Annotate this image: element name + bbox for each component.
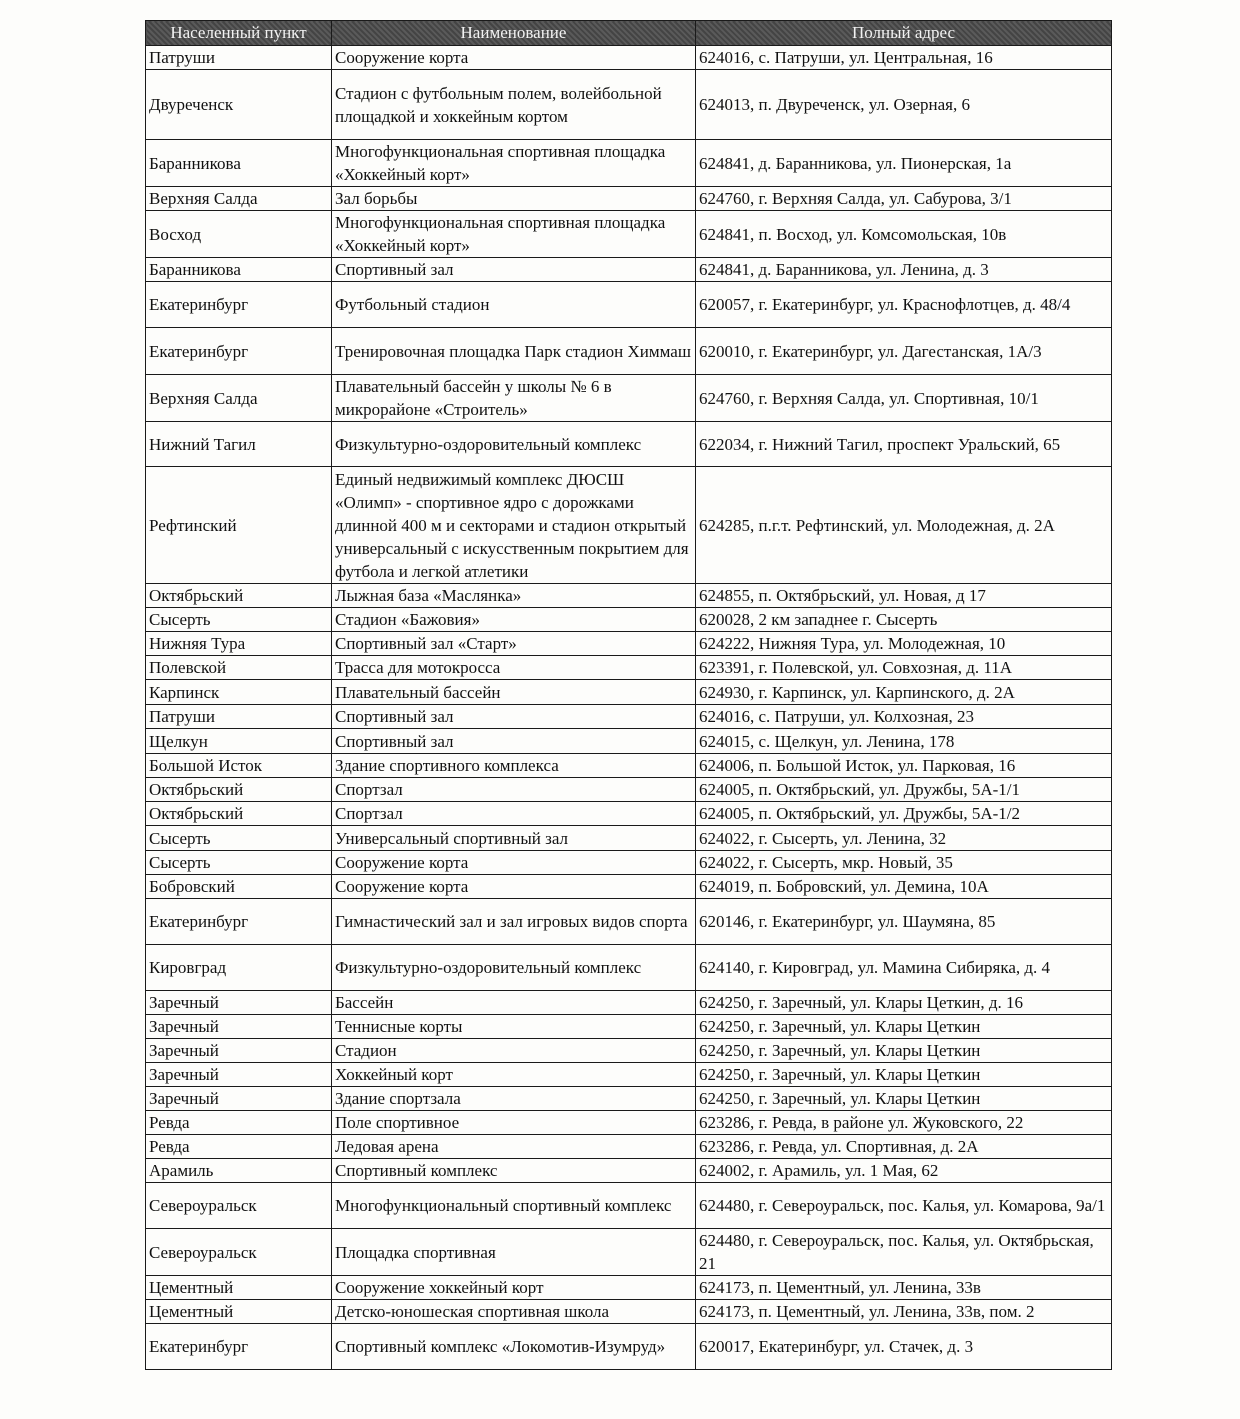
settlement-cell: Нижний Тагил [146, 422, 332, 467]
facility-name-cell: Здание спортивного комплекса [332, 754, 696, 778]
table-row [146, 991, 1112, 1015]
address-cell: 624019, п. Бобровский, ул. Демина, 10А [696, 875, 1112, 899]
facility-name-cell: Физкультурно-оздоровительный комплекс [332, 422, 696, 467]
address-cell: 622034, г. Нижний Тагил, проспект Уральский, 65 [696, 422, 1112, 467]
header-settlement: Населенный пункт [146, 21, 332, 46]
table-row [146, 584, 1112, 608]
address-cell: 624250, г. Заречный, ул. Клары Цеткин, д. 16 [696, 991, 1112, 1015]
facility-name-cell: Ледовая арена [332, 1135, 696, 1159]
facility-name-cell: Детско-юношеская спортивная школа [332, 1300, 696, 1324]
address-cell: 624005, п. Октябрьский, ул. Дружбы, 5А-1/1 [696, 778, 1112, 802]
address-cell: 623391, г. Полевской, ул. Совхозная, д. 11А [696, 656, 1112, 680]
table-row [146, 187, 1112, 211]
settlement-cell: Баранникова [146, 140, 332, 187]
table-row [146, 282, 1112, 328]
table-row [146, 70, 1112, 140]
address-cell: 624140, г. Кировград, ул. Мамина Сибиряка, д. 4 [696, 945, 1112, 991]
address-cell: 623286, г. Ревда, ул. Спортивная, д. 2А [696, 1135, 1112, 1159]
table-row [146, 729, 1112, 754]
settlement-cell: Карпинск [146, 680, 332, 705]
facility-name-cell: Универсальный спортивный зал [332, 826, 696, 851]
address-cell: 624841, п. Восход, ул. Комсомольская, 10в [696, 211, 1112, 258]
settlement-cell: Цементный [146, 1276, 332, 1300]
table-row [146, 945, 1112, 991]
facility-name-cell: Многофункциональный спортивный комплекс [332, 1183, 696, 1229]
facility-name-cell: Стадион с футбольным полем, волейбольной площадкой и хоккейным кортом [332, 70, 696, 140]
settlement-cell: Октябрьский [146, 778, 332, 802]
document-sheet [145, 20, 1111, 1370]
settlement-cell: Щелкун [146, 729, 332, 754]
address-cell: 624855, п. Октябрьский, ул. Новая, д 17 [696, 584, 1112, 608]
settlement-cell: Сысерть [146, 826, 332, 851]
settlement-cell: Заречный [146, 1063, 332, 1087]
table-row [146, 851, 1112, 875]
facility-name-cell: Сооружение хоккейный корт [332, 1276, 696, 1300]
table-row [146, 899, 1112, 945]
header-facility-name: Наименование [332, 21, 696, 46]
address-cell: 624285, п.г.т. Рефтинский, ул. Молодежная, д. 2А [696, 467, 1112, 584]
settlement-cell: Заречный [146, 1087, 332, 1111]
address-cell: 624016, с. Патруши, ул. Колхозная, 23 [696, 705, 1112, 729]
address-cell: 624480, г. Североуральск, пос. Калья, ул. Комарова, 9а/1 [696, 1183, 1112, 1229]
address-cell: 624760, г. Верхняя Салда, ул. Сабурова, 3/1 [696, 187, 1112, 211]
settlement-cell: Двуреченск [146, 70, 332, 140]
header-row [146, 21, 1112, 46]
facility-name-cell: Спортивный зал [332, 258, 696, 282]
settlement-cell: Кировград [146, 945, 332, 991]
settlement-cell: Нижняя Тура [146, 632, 332, 656]
table-row [146, 46, 1112, 70]
settlement-cell: Рефтинский [146, 467, 332, 584]
settlement-cell: Большой Исток [146, 754, 332, 778]
settlement-cell: Октябрьский [146, 584, 332, 608]
table-row [146, 1135, 1112, 1159]
address-cell: 624016, с. Патруши, ул. Центральная, 16 [696, 46, 1112, 70]
address-cell: 624250, г. Заречный, ул. Клары Цеткин [696, 1063, 1112, 1087]
address-cell: 624173, п. Цементный, ул. Ленина, 33в [696, 1276, 1112, 1300]
address-cell: 624005, п. Октябрьский, ул. Дружбы, 5А-1/2 [696, 802, 1112, 826]
address-cell: 624222, Нижняя Тура, ул. Молодежная, 10 [696, 632, 1112, 656]
facility-name-cell: Футбольный стадион [332, 282, 696, 328]
address-cell: 620028, 2 км западнее г. Сысерть [696, 608, 1112, 632]
settlement-cell: Североуральск [146, 1229, 332, 1276]
table-row [146, 328, 1112, 375]
facility-name-cell: Тренировочная площадка Парк стадион Химмаш [332, 328, 696, 375]
address-cell: 624480, г. Североуральск, пос. Калья, ул. Октябрьская, 21 [696, 1229, 1112, 1276]
address-cell: 623286, г. Ревда, в районе ул. Жуковского, 22 [696, 1111, 1112, 1135]
facility-name-cell: Поле спортивное [332, 1111, 696, 1135]
facility-name-cell: Стадион «Бажовия» [332, 608, 696, 632]
table-row [146, 422, 1112, 467]
facility-name-cell: Спортзал [332, 802, 696, 826]
table-row [146, 1111, 1112, 1135]
facility-name-cell: Сооружение корта [332, 851, 696, 875]
address-cell: 624760, г. Верхняя Салда, ул. Спортивная, 10/1 [696, 375, 1112, 422]
table-row [146, 778, 1112, 802]
facility-name-cell: Спортзал [332, 778, 696, 802]
settlement-cell: Арамиль [146, 1159, 332, 1183]
settlement-cell: Сысерть [146, 851, 332, 875]
facility-name-cell: Сооружение корта [332, 46, 696, 70]
table-row [146, 1039, 1112, 1063]
facility-name-cell: Теннисные корты [332, 1015, 696, 1039]
table-row [146, 875, 1112, 899]
address-cell: 624022, г. Сысерть, мкр. Новый, 35 [696, 851, 1112, 875]
facility-name-cell: Стадион [332, 1039, 696, 1063]
facility-name-cell: Здание спортзала [332, 1087, 696, 1111]
settlement-cell: Екатеринбург [146, 899, 332, 945]
settlement-cell: Баранникова [146, 258, 332, 282]
facility-name-cell: Трасса для мотокросса [332, 656, 696, 680]
settlement-cell: Заречный [146, 1015, 332, 1039]
settlement-cell: Североуральск [146, 1183, 332, 1229]
table-row [146, 1324, 1112, 1370]
table-body [146, 46, 1112, 1370]
facility-name-cell: Спортивный зал «Старт» [332, 632, 696, 656]
settlement-cell: Цементный [146, 1300, 332, 1324]
table-row [146, 211, 1112, 258]
address-cell: 624173, п. Цементный, ул. Ленина, 33в, пом. 2 [696, 1300, 1112, 1324]
address-cell: 620146, г. Екатеринбург, ул. Шаумяна, 85 [696, 899, 1112, 945]
table-row [146, 1276, 1112, 1300]
address-cell: 620010, г. Екатеринбург, ул. Дагестанская, 1А/3 [696, 328, 1112, 375]
settlement-cell: Патруши [146, 705, 332, 729]
table-row [146, 1229, 1112, 1276]
table-row [146, 608, 1112, 632]
settlement-cell: Верхняя Салда [146, 375, 332, 422]
facility-name-cell: Бассейн [332, 991, 696, 1015]
sports-facilities-table [145, 20, 1112, 1370]
address-cell: 620017, Екатеринбург, ул. Стачек, д. 3 [696, 1324, 1112, 1370]
settlement-cell: Ревда [146, 1135, 332, 1159]
table-row [146, 656, 1112, 680]
table-row [146, 140, 1112, 187]
table-row [146, 1183, 1112, 1229]
table-row [146, 802, 1112, 826]
table-row [146, 1159, 1112, 1183]
settlement-cell: Екатеринбург [146, 1324, 332, 1370]
settlement-cell: Ревда [146, 1111, 332, 1135]
address-cell: 624002, г. Арамиль, ул. 1 Мая, 62 [696, 1159, 1112, 1183]
address-cell: 624006, п. Большой Исток, ул. Парковая, 16 [696, 754, 1112, 778]
table-row [146, 258, 1112, 282]
settlement-cell: Октябрьский [146, 802, 332, 826]
facility-name-cell: Зал борьбы [332, 187, 696, 211]
facility-name-cell: Площадка спортивная [332, 1229, 696, 1276]
settlement-cell: Полевской [146, 656, 332, 680]
settlement-cell: Патруши [146, 46, 332, 70]
address-cell: 624841, д. Баранникова, ул. Ленина, д. 3 [696, 258, 1112, 282]
facility-name-cell: Многофункциональная спортивная площадка «Хоккейный корт» [332, 211, 696, 258]
settlement-cell: Екатеринбург [146, 328, 332, 375]
facility-name-cell: Спортивный зал [332, 705, 696, 729]
table-row [146, 754, 1112, 778]
header-full-address: Полный адрес [696, 21, 1112, 46]
facility-name-cell: Сооружение корта [332, 875, 696, 899]
settlement-cell: Восход [146, 211, 332, 258]
address-cell: 620057, г. Екатеринбург, ул. Краснофлотцев, д. 48/4 [696, 282, 1112, 328]
address-cell: 624250, г. Заречный, ул. Клары Цеткин [696, 1015, 1112, 1039]
settlement-cell: Сысерть [146, 608, 332, 632]
facility-name-cell: Спортивный комплекс «Локомотив-Изумруд» [332, 1324, 696, 1370]
address-cell: 624930, г. Карпинск, ул. Карпинского, д. 2А [696, 680, 1112, 705]
facility-name-cell: Хоккейный корт [332, 1063, 696, 1087]
settlement-cell: Верхняя Салда [146, 187, 332, 211]
facility-name-cell: Спортивный зал [332, 729, 696, 754]
facility-name-cell: Плавательный бассейн у школы № 6 в микрорайоне «Строитель» [332, 375, 696, 422]
facility-name-cell: Физкультурно-оздоровительный комплекс [332, 945, 696, 991]
table-row [146, 705, 1112, 729]
address-cell: 624250, г. Заречный, ул. Клары Цеткин [696, 1039, 1112, 1063]
table-row [146, 826, 1112, 851]
table-row [146, 1300, 1112, 1324]
table-row [146, 632, 1112, 656]
facility-name-cell: Единый недвижимый комплекс ДЮСШ «Олимп» - спортивное ядро с дорожками длинной 400 м и секторами и стадион открытый универсальный с искусственным покрытием для футбола и легкой атлетики [332, 467, 696, 584]
address-cell: 624013, п. Двуреченск, ул. Озерная, 6 [696, 70, 1112, 140]
facility-name-cell: Многофункциональная спортивная площадка «Хоккейный корт» [332, 140, 696, 187]
settlement-cell: Екатеринбург [146, 282, 332, 328]
address-cell: 624022, г. Сысерть, ул. Ленина, 32 [696, 826, 1112, 851]
facility-name-cell: Лыжная база «Маслянка» [332, 584, 696, 608]
settlement-cell: Заречный [146, 1039, 332, 1063]
address-cell: 624841, д. Баранникова, ул. Пионерская, 1а [696, 140, 1112, 187]
facility-name-cell: Гимнастический зал и зал игровых видов спорта [332, 899, 696, 945]
settlement-cell: Бобровский [146, 875, 332, 899]
facility-name-cell: Спортивный комплекс [332, 1159, 696, 1183]
table-row [146, 1087, 1112, 1111]
table-header [146, 21, 1112, 46]
table-row [146, 1063, 1112, 1087]
address-cell: 624015, с. Щелкун, ул. Ленина, 178 [696, 729, 1112, 754]
table-row [146, 375, 1112, 422]
table-row [146, 1015, 1112, 1039]
table-row [146, 467, 1112, 584]
table-row [146, 680, 1112, 705]
settlement-cell: Заречный [146, 991, 332, 1015]
facility-name-cell: Плавательный бассейн [332, 680, 696, 705]
address-cell: 624250, г. Заречный, ул. Клары Цеткин [696, 1087, 1112, 1111]
